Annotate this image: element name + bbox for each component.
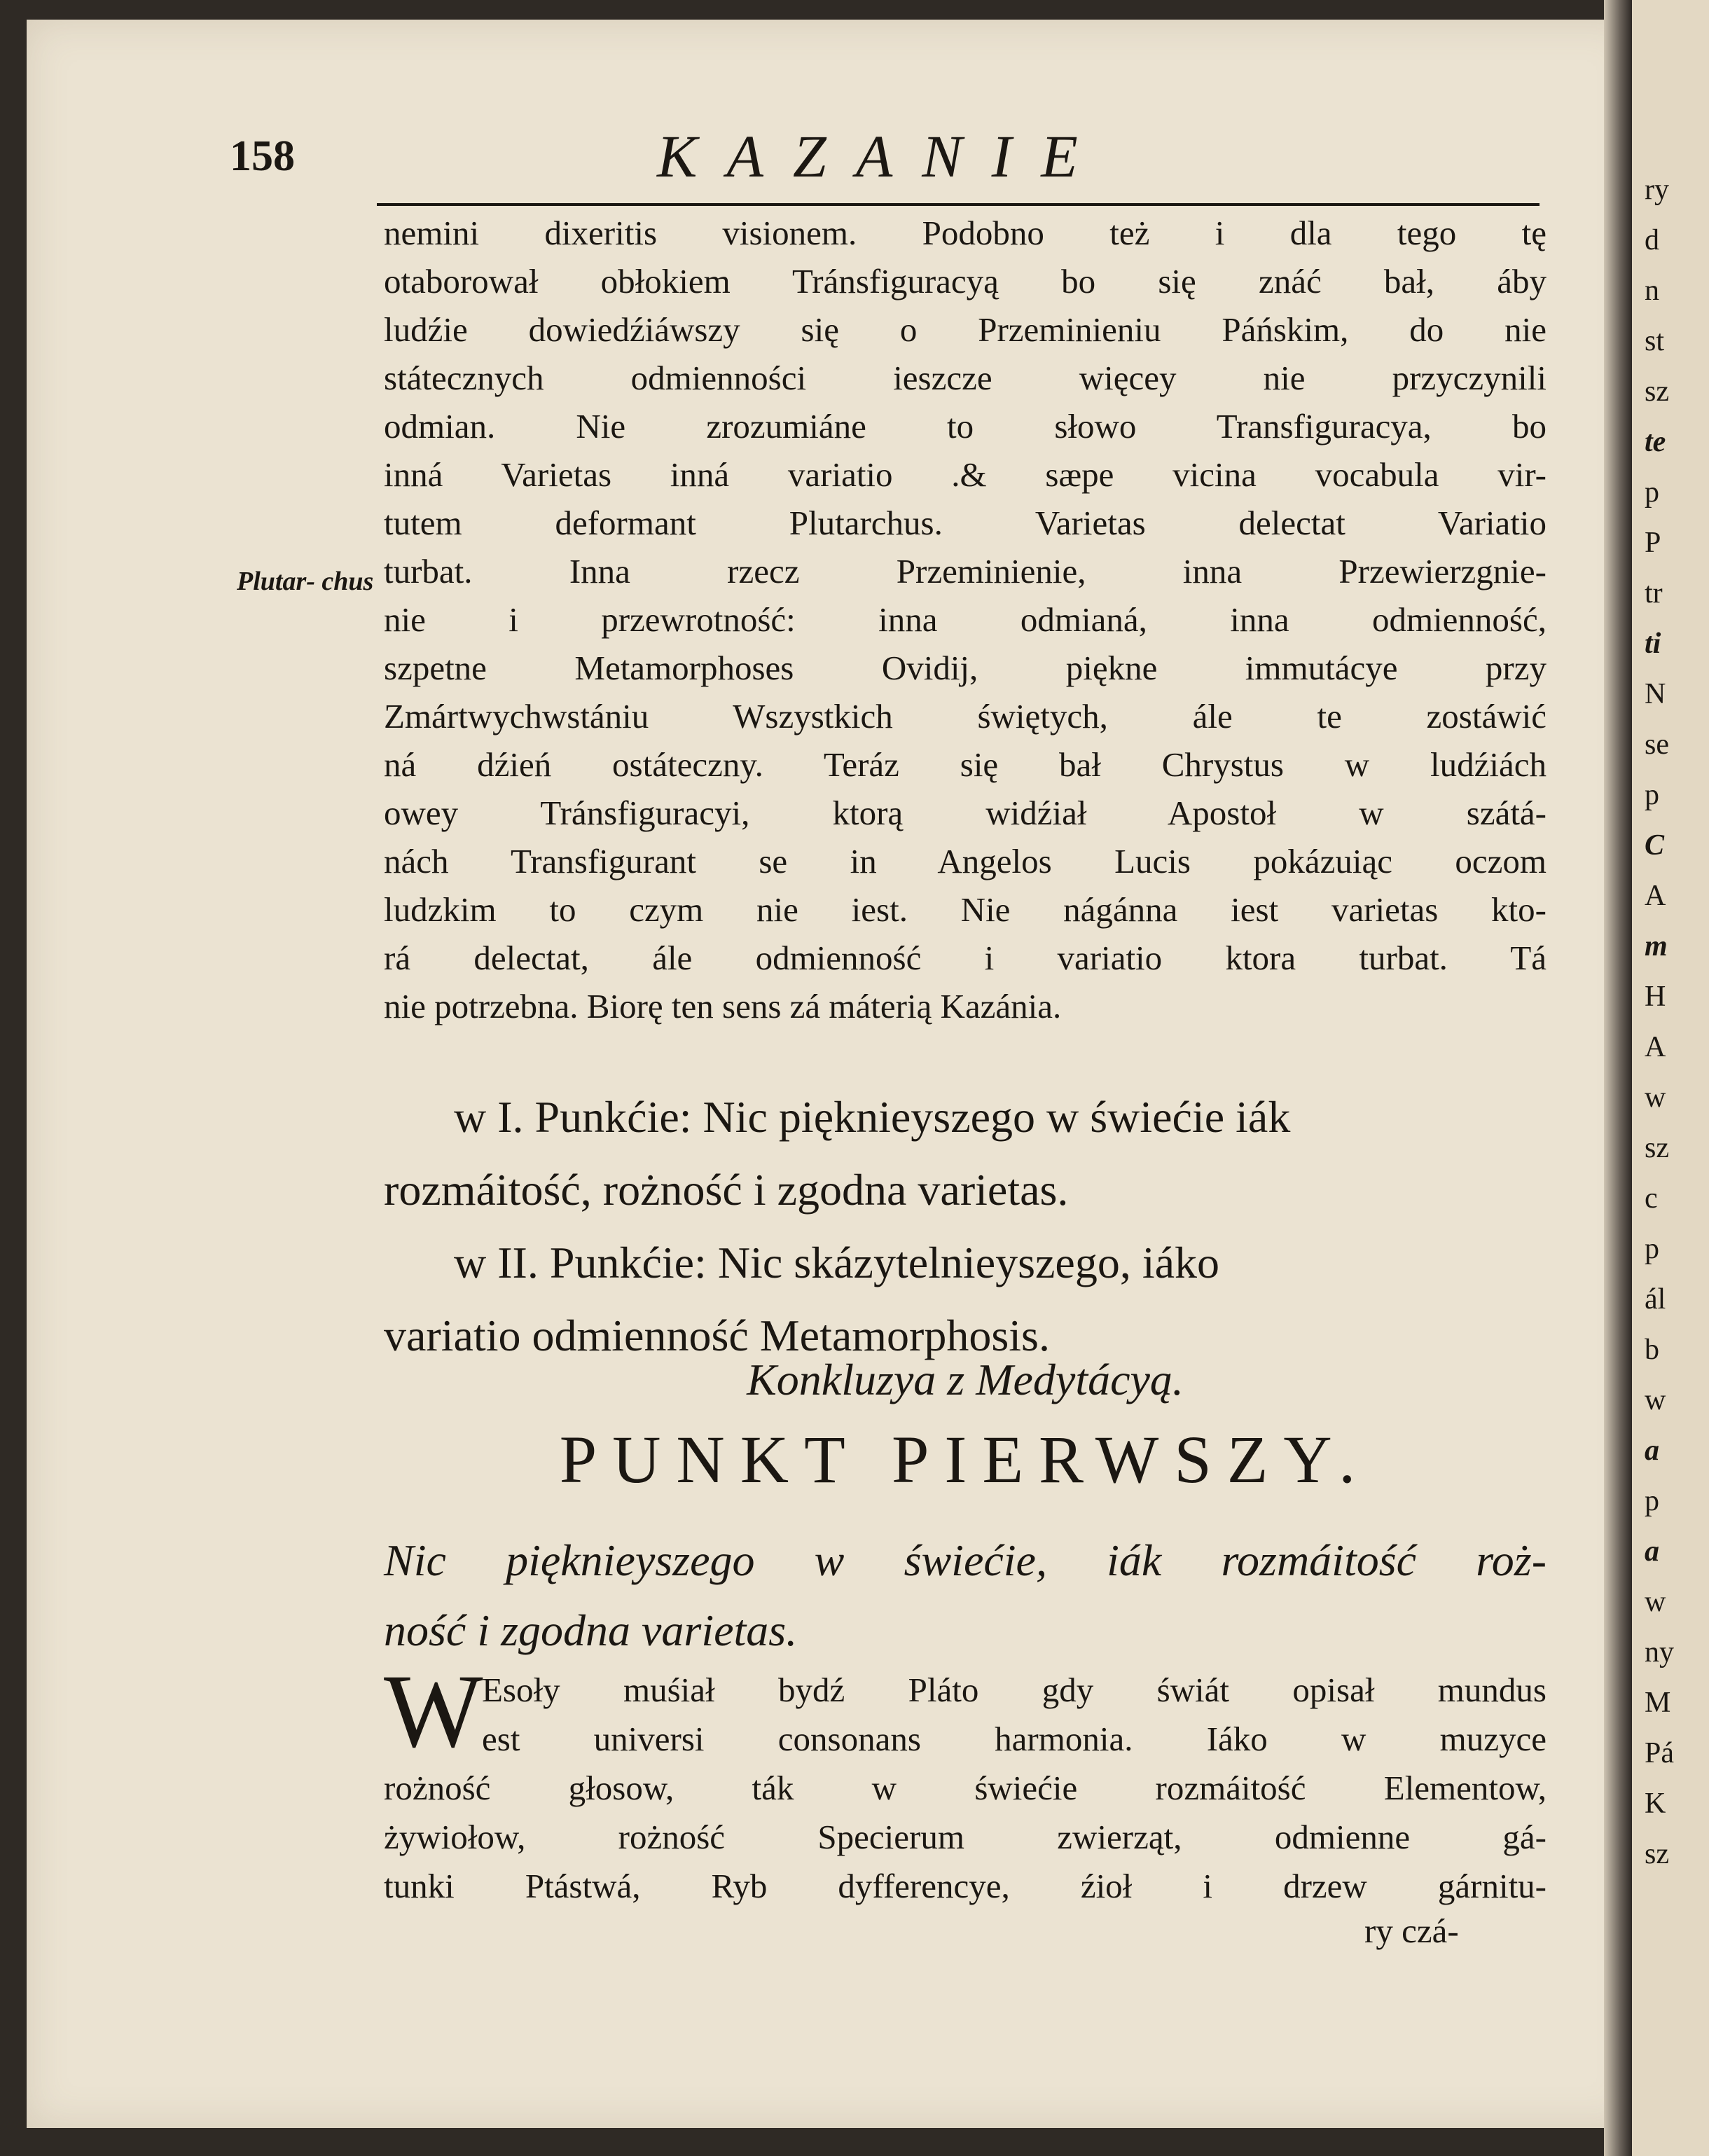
book-page: [27, 20, 1638, 2128]
paragraph-line: tunki Ptástwá, Ryb dyfferencye, źioł i drzew gárnitu-: [384, 1867, 1547, 1905]
margin-note: Plutar- chus: [237, 567, 374, 596]
header-rule: [377, 203, 1540, 206]
body-line: ludzkim to czym nie iest. Nie nágánna iest varietas kto-: [384, 890, 1547, 929]
next-page-fragment: p: [1645, 1485, 1659, 1517]
book-gutter: [1604, 0, 1632, 2156]
subheading-line: ność i zgodna varietas.: [384, 1605, 798, 1655]
body-line: nie i przewrotność: inna odmianá, inna odmienność,: [384, 600, 1547, 639]
section-heading: PUNKT PIERWSZY.: [559, 1422, 1371, 1497]
next-page-fragment: H: [1645, 981, 1666, 1013]
next-page-fragment: C: [1645, 829, 1665, 862]
next-page-fragment: w: [1645, 1384, 1666, 1416]
outline-line: w I. Punkćie: Nic pięknieyszego w świećie iák: [454, 1092, 1291, 1142]
subheading-line: Nic pięknieyszego w świećie, iák rozmáitość roż-: [384, 1535, 1547, 1585]
body-line: tutem deformant Plutarchus. Varietas delectat Variatio: [384, 504, 1547, 542]
outline-line: w II. Punkćie: Nic skázytelnieyszego, iáko: [454, 1238, 1219, 1287]
next-page-fragment: b: [1645, 1334, 1659, 1366]
body-line: turbat. Inna rzecz Przeminienie, inna Przewierzgnie-: [384, 552, 1547, 590]
next-page-fragment: ál: [1645, 1283, 1666, 1315]
next-page-fragment: tr: [1645, 577, 1663, 609]
next-page-fragment: p: [1645, 779, 1659, 811]
body-line: otaborował obłokiem Tránsfiguracyą bo się znáć bał, áby: [384, 262, 1547, 300]
section-paragraph: [384, 1666, 1547, 1911]
outline-line: variatio odmienność Metamorphosis.: [384, 1311, 1050, 1360]
next-page-fragment: sz: [1645, 1132, 1669, 1164]
next-page-fragment: st: [1645, 325, 1665, 357]
body-line: szpetne Metamorphoses Ovidij, piękne immutácye przy: [384, 649, 1547, 687]
body-line: nách Transfigurant se in Angelos Lucis pokázuiąc oczom: [384, 842, 1547, 880]
body-line: nemini dixeritis visionem. Podobno też i dla tego tę: [384, 214, 1547, 252]
next-page-fragment: M: [1645, 1687, 1671, 1719]
body-paragraph: [384, 209, 1547, 1030]
body-line: rá delectat, ále odmienność i variatio ktora turbat. Tá: [384, 939, 1547, 977]
body-line: odmian. Nie zrozumiáne to słowo Transfiguracya, bo: [384, 407, 1547, 445]
next-page-fragment: p: [1645, 1233, 1659, 1265]
next-page-fragment: P: [1645, 527, 1661, 559]
next-page-fragment: ry: [1645, 174, 1669, 206]
next-page-fragment: Pá: [1645, 1737, 1674, 1769]
drop-cap: W: [384, 1653, 483, 1769]
paragraph-line: żywiołow, rożność Specierum zwierząt, odmienne gá-: [384, 1818, 1547, 1856]
next-page-fragment: te: [1645, 426, 1666, 458]
body-line: owey Tránsfiguracyi, ktorą widźiał Apostoł w szátá-: [384, 794, 1547, 832]
next-page-fragment: w: [1645, 1586, 1666, 1618]
paragraph-line: rożność głosow, ták w świećie rozmáitość Elementow,: [384, 1769, 1547, 1807]
next-page-fragment: N: [1645, 678, 1666, 710]
next-page-fragment: ti: [1645, 628, 1661, 660]
next-page-fragment: A: [1645, 1031, 1666, 1063]
paragraph-line: Esoły muśiał bydź Pláto gdy świát opisał mundus: [482, 1671, 1547, 1709]
next-page-fragment: A: [1645, 880, 1666, 912]
sermon-outline: [384, 1081, 1547, 1372]
body-line: ludźie dowiedźiáwszy się o Przeminieniu Páńskim, do nie: [384, 310, 1547, 349]
next-page-fragment: a: [1645, 1535, 1659, 1568]
body-line: Zmártwychwstániu Wszystkich świętych, ále te zostáwić: [384, 697, 1547, 735]
next-page-fragment: sz: [1645, 375, 1669, 408]
page-number: 158: [230, 132, 295, 180]
catchword: ry czá-: [1364, 1912, 1459, 1950]
running-head: KAZANIE: [657, 123, 1107, 190]
next-page-fragment: K: [1645, 1788, 1666, 1820]
next-page-fragment: m: [1645, 930, 1668, 962]
next-page-fragment: p: [1645, 476, 1659, 509]
next-page-fragment: ny: [1645, 1636, 1674, 1668]
next-page-fragment: n: [1645, 275, 1659, 307]
outline-line: rozmáitość, rożność i zgodna varietas.: [384, 1165, 1069, 1215]
next-page-fragment: sz: [1645, 1838, 1669, 1870]
next-page-fragment: w: [1645, 1082, 1666, 1114]
conclusion-line: Konkluzya z Medytácyą.: [747, 1355, 1184, 1404]
next-page-fragment: se: [1645, 728, 1669, 761]
next-page-edge: [1632, 0, 1709, 2156]
next-page-fragment: a: [1645, 1435, 1659, 1467]
paragraph-line: est universi consonans harmonia. Iáko w muzyce: [482, 1720, 1547, 1758]
next-page-fragment: c: [1645, 1182, 1658, 1215]
section-subheading: [384, 1526, 1547, 1666]
body-line: inná Varietas inná variatio .& sæpe vicina vocabula vir-: [384, 455, 1547, 494]
body-line: státecznych odmienności ieszcze więcey nie przyczynili: [384, 359, 1547, 397]
next-page-fragment: d: [1645, 224, 1659, 256]
body-line: ná dźień ostáteczny. Teráz się bał Chrystus w ludźiách: [384, 745, 1547, 784]
body-line: nie potrzebna. Biorę ten sens zá máterią Kazánia.: [384, 987, 1062, 1025]
